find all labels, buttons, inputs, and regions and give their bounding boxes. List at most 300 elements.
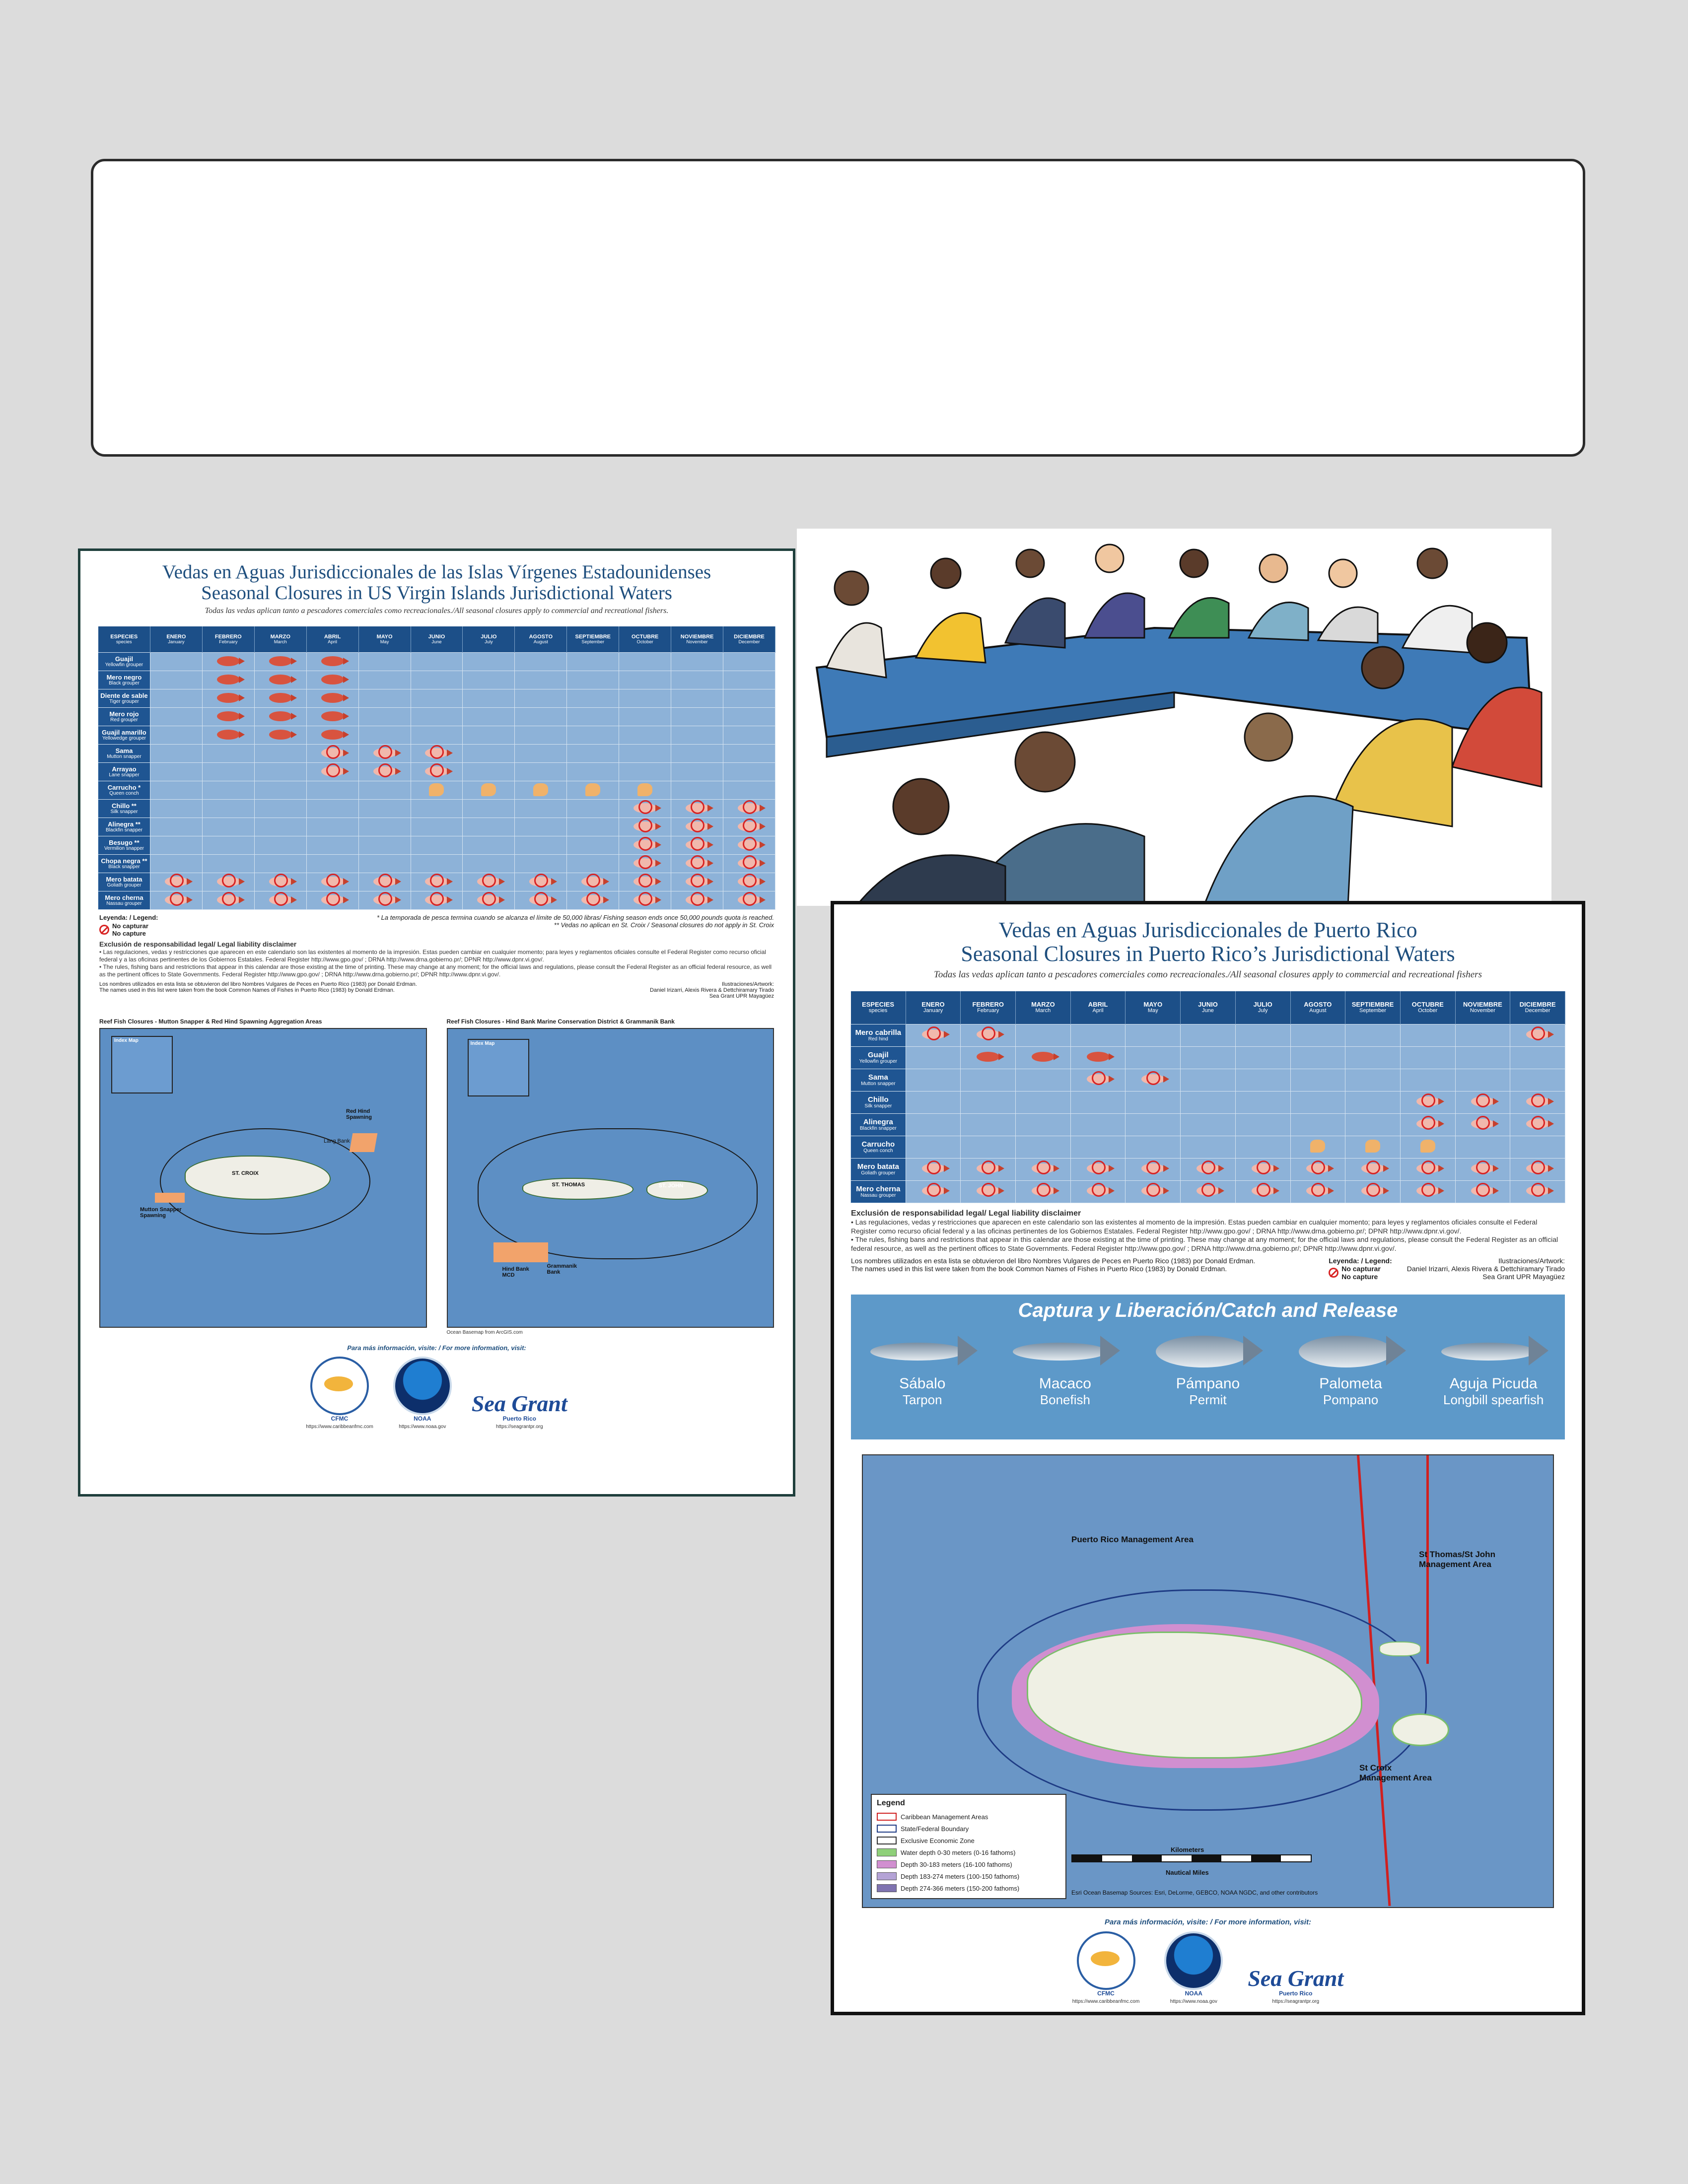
month-cell bbox=[1070, 1136, 1125, 1159]
no-capture-fish-icon bbox=[1196, 1163, 1219, 1173]
species-name-en: Lane snapper bbox=[109, 772, 140, 778]
species-row bbox=[98, 671, 775, 689]
month-cell bbox=[1290, 1092, 1345, 1114]
no-capture-fish-icon bbox=[1141, 1186, 1164, 1196]
month-cell bbox=[306, 708, 358, 726]
disclaimer-title: Exclusión de responsabilidad legal/ Legal liability disclaimer bbox=[851, 1209, 1081, 1218]
fish-body bbox=[1156, 1336, 1250, 1367]
month-header bbox=[1510, 991, 1565, 1024]
month-cell bbox=[1400, 1024, 1455, 1047]
pr-title-es: Vedas en Aguas Jurisdiccionales de Puerto Rico bbox=[998, 918, 1417, 942]
index-map-inset bbox=[468, 1039, 529, 1096]
month-name-es: SEPTIEMBRE bbox=[575, 633, 611, 640]
month-cell bbox=[961, 1181, 1016, 1203]
pr-management-map bbox=[862, 1454, 1554, 1908]
catch-fish-icon bbox=[860, 1329, 985, 1373]
month-cell bbox=[906, 1047, 961, 1069]
month-cell bbox=[567, 836, 619, 855]
month-cell bbox=[1455, 1136, 1510, 1159]
month-cell bbox=[202, 726, 254, 745]
month-cell bbox=[619, 653, 671, 671]
month-name-es: JULIO bbox=[481, 633, 497, 640]
month-name-en: May bbox=[1147, 1008, 1158, 1014]
sea-grant-url[interactable]: https://seagrantpr.org bbox=[1272, 1999, 1320, 2005]
month-cell bbox=[1400, 1181, 1455, 1203]
no-capture-fish-icon bbox=[373, 877, 396, 887]
month-name-en: October bbox=[1418, 1008, 1438, 1014]
conch-closure-icon bbox=[429, 783, 444, 796]
month-cell bbox=[619, 836, 671, 855]
month-cell bbox=[202, 818, 254, 836]
no-capture-fish-icon bbox=[581, 895, 604, 905]
month-header bbox=[150, 626, 202, 653]
month-cell bbox=[671, 800, 723, 818]
month-name-en: April bbox=[328, 639, 337, 645]
month-cell bbox=[1510, 1136, 1565, 1159]
no-capture-fish-icon bbox=[477, 877, 500, 887]
month-cell bbox=[723, 671, 775, 689]
month-cell bbox=[1455, 1092, 1510, 1114]
month-cell bbox=[515, 745, 567, 763]
month-cell bbox=[463, 855, 515, 873]
catch-release-item bbox=[1289, 1329, 1413, 1408]
month-cell bbox=[1181, 1136, 1236, 1159]
sea-grant-logo[interactable] bbox=[1248, 1967, 1343, 2004]
species-name-cell bbox=[98, 800, 150, 818]
species-name-en: Queen conch bbox=[863, 1148, 893, 1154]
month-name-en: December bbox=[738, 639, 760, 645]
fish-body bbox=[1013, 1343, 1107, 1361]
fish-tail bbox=[958, 1336, 978, 1365]
species-name-en: Silk snapper bbox=[110, 809, 138, 815]
usvi-note-quota: * La temporada de pesca termina cuando se alcanza el límite de 50,000 libras/ Fishing season ends once 50,000 pounds quota is reached. bbox=[376, 914, 774, 922]
month-cell bbox=[463, 873, 515, 891]
month-header bbox=[619, 626, 671, 653]
month-cell bbox=[619, 818, 671, 836]
closed-fish-icon bbox=[217, 693, 240, 703]
person-head bbox=[1180, 549, 1208, 577]
map-legend-item bbox=[877, 1823, 1060, 1835]
month-cell bbox=[619, 763, 671, 781]
month-cell bbox=[1181, 1159, 1236, 1181]
usvi-logos bbox=[80, 1357, 793, 1430]
month-cell bbox=[1510, 1024, 1565, 1047]
cfmc-fish-icon bbox=[1077, 1931, 1135, 1990]
map-source: Ocean Basemap from ArcGIS.com bbox=[446, 1330, 523, 1336]
cfmc-url[interactable]: https://www.caribbeanfmc.com bbox=[306, 1424, 373, 1430]
no-capture-icon bbox=[1329, 1268, 1338, 1278]
month-cell bbox=[411, 726, 463, 745]
stt-stj-islands bbox=[1379, 1641, 1421, 1656]
species-name-es: Sama bbox=[115, 747, 133, 755]
no-capture-fish-icon bbox=[477, 895, 500, 905]
catch-release-item bbox=[860, 1329, 985, 1408]
noaa-bird-icon bbox=[1164, 1931, 1223, 1990]
month-cell bbox=[961, 1069, 1016, 1092]
noaa-logo[interactable] bbox=[393, 1357, 452, 1430]
month-cell bbox=[1345, 1114, 1401, 1136]
usvi-legend-row bbox=[99, 914, 774, 937]
species-row bbox=[851, 1114, 1565, 1136]
catch-release-item bbox=[1003, 1329, 1127, 1408]
blank-text-box bbox=[91, 159, 1585, 457]
species-name-es: Mero cherna bbox=[856, 1184, 901, 1193]
map-legend-title: Legend bbox=[877, 1799, 905, 1808]
closed-fish-icon bbox=[1032, 1052, 1055, 1062]
month-cell bbox=[306, 689, 358, 708]
month-cell bbox=[1455, 1159, 1510, 1181]
catch-fish-icon bbox=[1431, 1329, 1555, 1373]
species-name-es: Alinegra bbox=[863, 1117, 893, 1126]
month-cell bbox=[1070, 1047, 1125, 1069]
month-name-es: DICIEMBRE bbox=[1519, 1001, 1556, 1009]
month-cell bbox=[1455, 1024, 1510, 1047]
month-header bbox=[671, 626, 723, 653]
month-name-es: FEBRERO bbox=[972, 1001, 1004, 1009]
no-capture-fish-icon bbox=[738, 803, 761, 813]
month-cell bbox=[306, 855, 358, 873]
closed-fish-icon bbox=[269, 656, 292, 666]
month-cell bbox=[619, 708, 671, 726]
month-cell bbox=[1235, 1136, 1290, 1159]
month-cell bbox=[1510, 1114, 1565, 1136]
species-name-es: Diente de sable bbox=[100, 692, 148, 700]
month-cell bbox=[150, 763, 202, 781]
month-cell bbox=[463, 836, 515, 855]
map-legend bbox=[871, 1794, 1066, 1899]
species-name-cell bbox=[851, 1114, 906, 1136]
month-cell bbox=[150, 781, 202, 800]
no-capture-fish-icon bbox=[1306, 1186, 1329, 1196]
month-cell bbox=[567, 671, 619, 689]
month-cell bbox=[671, 708, 723, 726]
month-cell bbox=[150, 745, 202, 763]
month-cell bbox=[1016, 1069, 1071, 1092]
month-cell bbox=[671, 855, 723, 873]
month-cell bbox=[411, 800, 463, 818]
month-cell bbox=[1345, 1181, 1401, 1203]
no-capture-fish-icon bbox=[269, 877, 292, 887]
catch-fish-icon bbox=[1289, 1329, 1413, 1373]
month-cell bbox=[463, 818, 515, 836]
species-name-es: Chopa negra ** bbox=[101, 857, 147, 865]
month-cell bbox=[671, 653, 723, 671]
month-name-en: January bbox=[168, 639, 185, 645]
catch-name-en: Longbill spearfish bbox=[1443, 1392, 1544, 1408]
stcroix-spawning-map bbox=[99, 1018, 427, 1335]
species-name-en: Goliath grouper bbox=[107, 882, 141, 888]
month-cell bbox=[961, 1114, 1016, 1136]
month-cell bbox=[1070, 1024, 1125, 1047]
month-cell bbox=[723, 836, 775, 855]
month-cell bbox=[1181, 1092, 1236, 1114]
map-credit: Esri Ocean Basemap Sources: Esri, DeLorme, GEBCO, NOAA NGDC, and other contributors bbox=[1071, 1889, 1318, 1897]
month-header bbox=[306, 626, 358, 653]
legend-no-capture-en: No capture bbox=[112, 930, 146, 938]
month-header bbox=[1235, 991, 1290, 1024]
month-cell bbox=[411, 671, 463, 689]
index-map-inset bbox=[111, 1036, 173, 1093]
month-cell bbox=[358, 836, 411, 855]
cfmc-url[interactable]: https://www.caribbeanfmc.com bbox=[1072, 1999, 1140, 2005]
disclaimer-es: • Las regulaciones, vedas y restricciones que aparecen en este calendario son las existentes al momento de la impresión. Estas pueden cambiar en cualquier momento; para leyes y reglamentos oficiales consulte el Federal Register como recurso oficial federal y a las oficinas pertinentes de los Gobiernos Estatales. Federal Register http://www.gpo.gov/ ; DRNA http://www.drna.gobierno.pr/; DPNR http://www.dpnr.vi.gov/. bbox=[851, 1218, 1538, 1235]
species-name-en: Silk snapper bbox=[864, 1103, 892, 1109]
month-cell bbox=[254, 689, 306, 708]
month-header bbox=[906, 991, 961, 1024]
month-cell bbox=[463, 891, 515, 910]
month-cell bbox=[961, 1092, 1016, 1114]
month-name-en: June bbox=[1201, 1008, 1214, 1014]
month-cell bbox=[463, 781, 515, 800]
no-capture-fish-icon bbox=[633, 840, 656, 850]
month-cell bbox=[202, 745, 254, 763]
legend-label: Depth 274-366 meters (150-200 fathoms) bbox=[901, 1884, 1020, 1892]
map-scale-bar bbox=[1071, 1854, 1312, 1862]
cfmc-logo[interactable] bbox=[306, 1357, 373, 1430]
month-cell bbox=[723, 781, 775, 800]
person-head bbox=[893, 779, 949, 834]
hind-bank-map-canvas bbox=[447, 1028, 774, 1328]
no-capture-fish-icon bbox=[686, 803, 708, 813]
month-cell bbox=[619, 891, 671, 910]
disclaimer-title: Exclusión de responsabilidad legal/ Legal liability disclaimer bbox=[99, 941, 297, 949]
cfmc-name: CFMC bbox=[1097, 1990, 1115, 1997]
artwork-label: Ilustraciones/Artwork: bbox=[721, 981, 774, 988]
species-name-es: Mero negro bbox=[106, 674, 142, 682]
index-map-label: Index Map bbox=[470, 1041, 495, 1047]
no-capture-fish-icon bbox=[1471, 1163, 1494, 1173]
no-capture-fish-icon bbox=[977, 1029, 999, 1039]
fish-tail bbox=[1529, 1336, 1548, 1365]
month-cell bbox=[1510, 1159, 1565, 1181]
month-cell bbox=[567, 763, 619, 781]
person-head bbox=[1015, 732, 1075, 792]
month-cell bbox=[619, 855, 671, 873]
mutton-snapper-label: Mutton Snapper Spawning bbox=[140, 1207, 182, 1219]
usvi-note-stcroix: ** Vedas no aplican en St. Croix / Seasonal closures do not apply in St. Croix bbox=[554, 921, 774, 929]
month-cell bbox=[1125, 1114, 1181, 1136]
month-header bbox=[1400, 991, 1455, 1024]
month-cell bbox=[1070, 1114, 1125, 1136]
month-cell bbox=[150, 708, 202, 726]
no-capture-fish-icon bbox=[217, 895, 240, 905]
cfmc-logo[interactable] bbox=[1072, 1931, 1140, 2004]
species-name-en: Yellowfin grouper bbox=[105, 662, 143, 668]
month-cell bbox=[515, 873, 567, 891]
closed-fish-icon bbox=[217, 730, 240, 740]
calendar-header-row bbox=[851, 991, 1565, 1024]
hind-bank-map bbox=[447, 1018, 774, 1335]
species-name-es: Mero batata bbox=[106, 876, 142, 884]
month-cell bbox=[619, 726, 671, 745]
noaa-url[interactable]: https://www.noaa.gov bbox=[399, 1424, 446, 1430]
month-cell bbox=[254, 873, 306, 891]
no-capture-fish-icon bbox=[686, 840, 708, 850]
species-name-cell bbox=[98, 781, 150, 800]
month-name-en: March bbox=[274, 639, 287, 645]
species-row bbox=[98, 800, 775, 818]
conch-closure-icon bbox=[1365, 1140, 1380, 1153]
month-cell bbox=[202, 891, 254, 910]
month-name-en: July bbox=[1258, 1008, 1268, 1014]
month-name-en: December bbox=[1525, 1008, 1550, 1014]
month-name-en: November bbox=[1470, 1008, 1495, 1014]
species-header-en: species bbox=[868, 1008, 888, 1014]
sea-grant-url[interactable]: https://seagrantpr.org bbox=[496, 1424, 543, 1430]
legend-title: Leyenda: / Legend: bbox=[1329, 1257, 1392, 1265]
month-cell bbox=[150, 689, 202, 708]
month-cell bbox=[463, 763, 515, 781]
species-name-es: Chillo bbox=[868, 1095, 889, 1104]
month-cell bbox=[1400, 1159, 1455, 1181]
month-cell bbox=[1455, 1047, 1510, 1069]
month-cell bbox=[254, 781, 306, 800]
month-cell bbox=[202, 855, 254, 873]
noaa-name: NOAA bbox=[1185, 1990, 1202, 1997]
month-name-es: MARZO bbox=[270, 633, 290, 640]
map-legend-item bbox=[877, 1858, 1060, 1870]
cfmc-fish-icon bbox=[310, 1357, 369, 1415]
species-row bbox=[98, 763, 775, 781]
no-capture-fish-icon bbox=[633, 803, 656, 813]
month-cell bbox=[515, 855, 567, 873]
month-cell bbox=[306, 781, 358, 800]
month-name-es: ENERO bbox=[166, 633, 186, 640]
species-row bbox=[98, 818, 775, 836]
month-name-es: JUNIO bbox=[1198, 1001, 1218, 1009]
month-cell bbox=[1345, 1069, 1401, 1092]
sea-grant-logo[interactable] bbox=[472, 1392, 567, 1430]
no-capture-fish-icon bbox=[1416, 1163, 1439, 1173]
no-capture-fish-icon bbox=[165, 895, 188, 905]
sea-grant-sub: Puerto Rico bbox=[1279, 1990, 1313, 1997]
no-capture-fish-icon bbox=[1141, 1163, 1164, 1173]
month-cell bbox=[961, 1136, 1016, 1159]
pr-poster-title bbox=[834, 918, 1582, 965]
no-capture-fish-icon bbox=[1252, 1186, 1274, 1196]
usvi-credits bbox=[99, 981, 774, 999]
month-cell bbox=[411, 653, 463, 671]
month-name-en: July bbox=[485, 639, 493, 645]
fish-body bbox=[1299, 1336, 1393, 1367]
month-cell bbox=[567, 855, 619, 873]
scale-km-label: Kilometers bbox=[1171, 1846, 1204, 1854]
species-name-en: Vermilion snapper bbox=[104, 845, 144, 851]
species-name-es: Guajil amarillo bbox=[102, 729, 146, 737]
species-name-en: Tiger grouper bbox=[109, 698, 139, 704]
species-name-cell bbox=[98, 745, 150, 763]
person-head bbox=[1329, 559, 1357, 587]
species-name-es: Mero batata bbox=[857, 1162, 899, 1171]
month-cell bbox=[723, 708, 775, 726]
month-cell bbox=[202, 653, 254, 671]
hind-bank-label: Hind Bank MCD bbox=[502, 1266, 529, 1279]
person-head bbox=[835, 571, 868, 605]
stt-area-label: St Thomas/St John Management Area bbox=[1419, 1550, 1495, 1570]
month-header bbox=[358, 626, 411, 653]
usvi-closure-calendar bbox=[98, 626, 775, 910]
disclaimer-en: • The rules, fishing bans and restrictions that appear in this calendar are those existing at the time of printing. These may change at any moment; for the official laws and regulations, please consult the Federal Register as an official federal resource, as well as the pertinent offices to State Governments. Federal Register http://www.gpo.gov/ ; DRNA http://www.drna.gobierno.pr/; DPNR http://www.dpnr.vi.gov/. bbox=[99, 963, 772, 978]
map-legend-item bbox=[877, 1835, 1060, 1846]
species-name-cell bbox=[851, 1159, 906, 1181]
no-capture-fish-icon bbox=[1361, 1186, 1384, 1196]
red-hind-label: Red Hind Spawning bbox=[346, 1108, 372, 1121]
month-header bbox=[1125, 991, 1181, 1024]
no-capture-fish-icon bbox=[1087, 1163, 1110, 1173]
month-header bbox=[202, 626, 254, 653]
species-name-en: Blackfin snapper bbox=[105, 827, 142, 833]
month-cell bbox=[1455, 1181, 1510, 1203]
species-name-cell bbox=[98, 726, 150, 745]
month-name-en: March bbox=[1035, 1008, 1051, 1014]
month-cell bbox=[358, 800, 411, 818]
month-cell bbox=[463, 745, 515, 763]
month-cell bbox=[1290, 1024, 1345, 1047]
month-cell bbox=[1345, 1024, 1401, 1047]
no-capture-fish-icon bbox=[425, 895, 448, 905]
month-cell bbox=[1125, 1092, 1181, 1114]
closed-fish-icon bbox=[269, 693, 292, 703]
month-cell bbox=[254, 671, 306, 689]
month-cell bbox=[358, 891, 411, 910]
month-name-en: June bbox=[431, 639, 442, 645]
month-cell bbox=[358, 745, 411, 763]
legend-swatch bbox=[877, 1813, 897, 1821]
month-cell bbox=[150, 873, 202, 891]
catch-name-en: Permit bbox=[1189, 1392, 1227, 1408]
artwork-names: Daniel Irizarri, Alexis Rivera & Dettchiramary Tirado bbox=[1407, 1265, 1565, 1273]
month-cell bbox=[906, 1069, 961, 1092]
month-cell bbox=[515, 653, 567, 671]
species-name-es: Mero cherna bbox=[105, 894, 143, 902]
species-row bbox=[851, 1136, 1565, 1159]
month-cell bbox=[358, 689, 411, 708]
closed-fish-icon bbox=[269, 730, 292, 740]
no-capture-fish-icon bbox=[1471, 1119, 1494, 1129]
legend-swatch bbox=[877, 1825, 897, 1833]
species-row bbox=[98, 653, 775, 671]
month-cell bbox=[671, 781, 723, 800]
species-name-cell bbox=[98, 708, 150, 726]
month-cell bbox=[723, 800, 775, 818]
month-name-en: September bbox=[581, 639, 605, 645]
no-capture-fish-icon bbox=[633, 858, 656, 868]
species-column-header bbox=[98, 626, 150, 653]
catch-name-en: Pompano bbox=[1323, 1392, 1379, 1408]
legend-swatch bbox=[877, 1860, 897, 1868]
noaa-url[interactable]: https://www.noaa.gov bbox=[1170, 1999, 1217, 2005]
usvi-title-en: Seasonal Closures in US Virgin Islands Jurisdictional Waters bbox=[201, 582, 672, 604]
species-name-en: Black snapper bbox=[108, 864, 140, 870]
month-cell bbox=[358, 873, 411, 891]
noaa-logo[interactable] bbox=[1164, 1931, 1223, 2004]
species-row bbox=[98, 836, 775, 855]
species-row bbox=[98, 745, 775, 763]
month-cell bbox=[1510, 1092, 1565, 1114]
month-cell bbox=[671, 891, 723, 910]
month-cell bbox=[411, 873, 463, 891]
month-name-es: AGOSTO bbox=[1304, 1001, 1332, 1009]
usvi-closures-poster bbox=[78, 548, 795, 1497]
month-header bbox=[463, 626, 515, 653]
month-cell bbox=[515, 763, 567, 781]
pr-closure-calendar bbox=[850, 991, 1565, 1203]
species-name-es: Mero cabrilla bbox=[855, 1028, 902, 1037]
month-cell bbox=[411, 781, 463, 800]
month-cell bbox=[1070, 1092, 1125, 1114]
usvi-notes bbox=[377, 914, 774, 929]
month-cell bbox=[515, 800, 567, 818]
